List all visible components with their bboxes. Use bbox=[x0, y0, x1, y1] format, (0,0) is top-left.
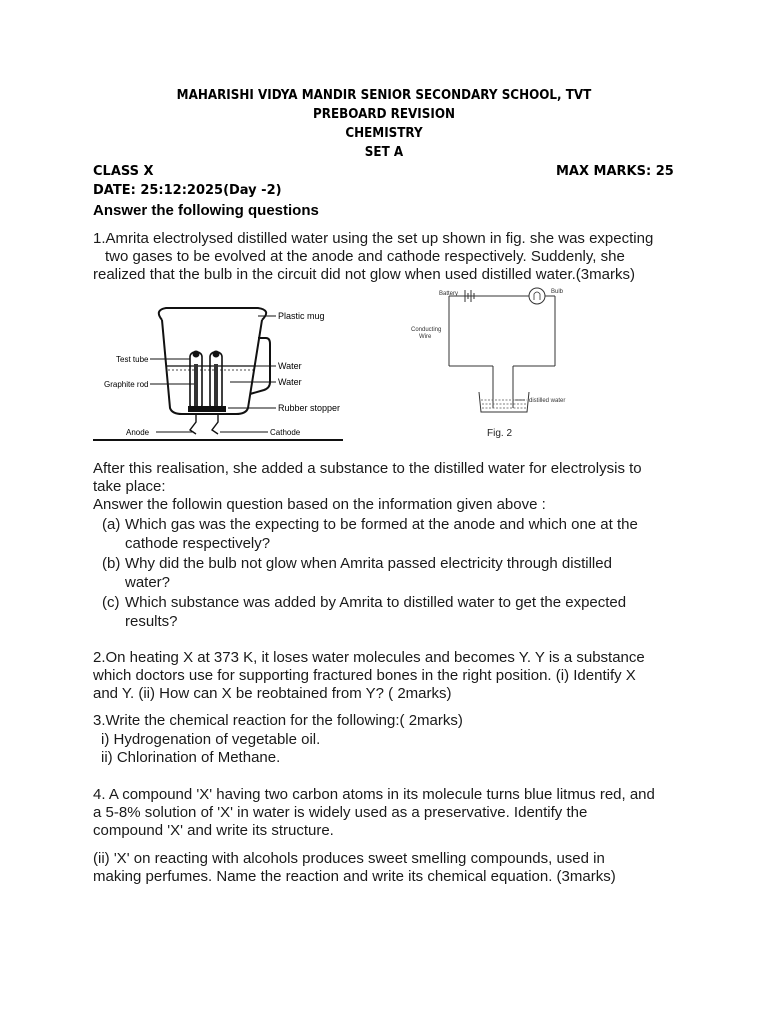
q2-line2: which doctors use for supporting fractured bones in the right position. (i) Identify X bbox=[93, 667, 636, 684]
q1-after-line2: take place: bbox=[93, 478, 166, 495]
q4-line2: a 5-8% solution of 'X' in water is widely used as a preservative. Identify the bbox=[93, 804, 588, 821]
sub-text-2: results? bbox=[125, 613, 178, 630]
sub-label: (b) bbox=[102, 555, 121, 572]
instructions: Answer the following questions bbox=[93, 202, 319, 219]
q4-line5: making perfumes. Name the reaction and write its chemical equation. (3marks) bbox=[93, 868, 616, 885]
label-cathode: Cathode bbox=[270, 428, 301, 437]
sub-label: (c) bbox=[102, 594, 120, 611]
sub-label: (a) bbox=[102, 516, 121, 533]
electrolysis-figure bbox=[90, 298, 355, 446]
q3-line1: 3.Write the chemical reaction for the following:( 2marks) bbox=[93, 712, 463, 729]
label-conducting: Conducting bbox=[411, 327, 442, 333]
q1-line3: realized that the bulb in the circuit did not glow when used distilled water.(3marks) bbox=[93, 266, 635, 283]
sub-text-2: water? bbox=[125, 574, 171, 591]
label-battery: Battery bbox=[439, 291, 459, 297]
q1-sub-a bbox=[102, 515, 662, 553]
set-title: SET A bbox=[364, 145, 404, 160]
q3-line2: i) Hydrogenation of vegetable oil. bbox=[101, 731, 321, 748]
sub-text-2: cathode respectively? bbox=[125, 535, 271, 552]
label-water-1: Water bbox=[278, 361, 302, 371]
sub-text-1: Why did the bulb not glow when Amrita passed electricity through distilled bbox=[125, 555, 612, 572]
q2-line1: 2.On heating X at 373 K, it loses water molecules and becomes Y. Y is a substance bbox=[93, 649, 645, 666]
q1-sub-c bbox=[102, 593, 662, 631]
q4-line1: 4. A compound 'X' having two carbon atoms in its molecule turns blue litmus red, and bbox=[93, 786, 655, 803]
q1-after-line3: Answer the followin question based on the information given above : bbox=[93, 496, 546, 513]
q1-line1: 1.Amrita electrolysed distilled water using the set up shown in fig. she was expecting bbox=[93, 230, 654, 247]
label-distilled-water: distilled water bbox=[529, 398, 566, 404]
q1-sub-b bbox=[102, 554, 662, 592]
label-wire: Wire bbox=[419, 334, 432, 340]
q2-line3: and Y. (ii) How can X be reobtained from Y? ( 2marks) bbox=[93, 685, 452, 702]
q4-line3: compound 'X' and write its structure. bbox=[93, 822, 334, 839]
label-plastic-mug: Plastic mug bbox=[278, 311, 325, 321]
q3-line3: ii) Chlorination of Methane. bbox=[101, 749, 281, 766]
label-bulb: Bulb bbox=[551, 289, 564, 295]
sub-text-1: Which substance was added by Amrita to distilled water to get the expected bbox=[125, 594, 627, 611]
label-graphite-rod: Graphite rod bbox=[104, 380, 149, 389]
class-label: CLASS X bbox=[93, 164, 154, 179]
subject-title: CHEMISTRY bbox=[345, 126, 423, 141]
q1-line2: two gases to be evolved at the anode and cathode respectively. Suddenly, she bbox=[105, 248, 625, 265]
sub-text-1: Which gas was the expecting to be formed at the anode and which one at the bbox=[125, 516, 638, 533]
exam-title: PREBOARD REVISION bbox=[313, 107, 455, 122]
exam-date: DATE: 25:12:2025(Day -2) bbox=[93, 183, 282, 198]
q1-after-line1: After this realisation, she added a substance to the distilled water for electrolysis to bbox=[93, 460, 642, 477]
fig2-caption: Fig. 2 bbox=[487, 428, 513, 439]
label-anode: Anode bbox=[126, 428, 150, 437]
max-marks: MAX MARKS: 25 bbox=[556, 164, 674, 179]
school-name: MAHARISHI VIDYA MANDIR SENIOR SECONDARY SCHOOL, TVT bbox=[176, 88, 592, 103]
q4-line4: (ii) 'X' on reacting with alcohols produces sweet smelling compounds, used in bbox=[93, 850, 605, 867]
label-water-2: Water bbox=[278, 377, 302, 387]
label-rubber-stopper: Rubber stopper bbox=[278, 403, 341, 413]
label-test-tube: Test tube bbox=[116, 355, 149, 364]
circuit-figure bbox=[405, 284, 585, 444]
